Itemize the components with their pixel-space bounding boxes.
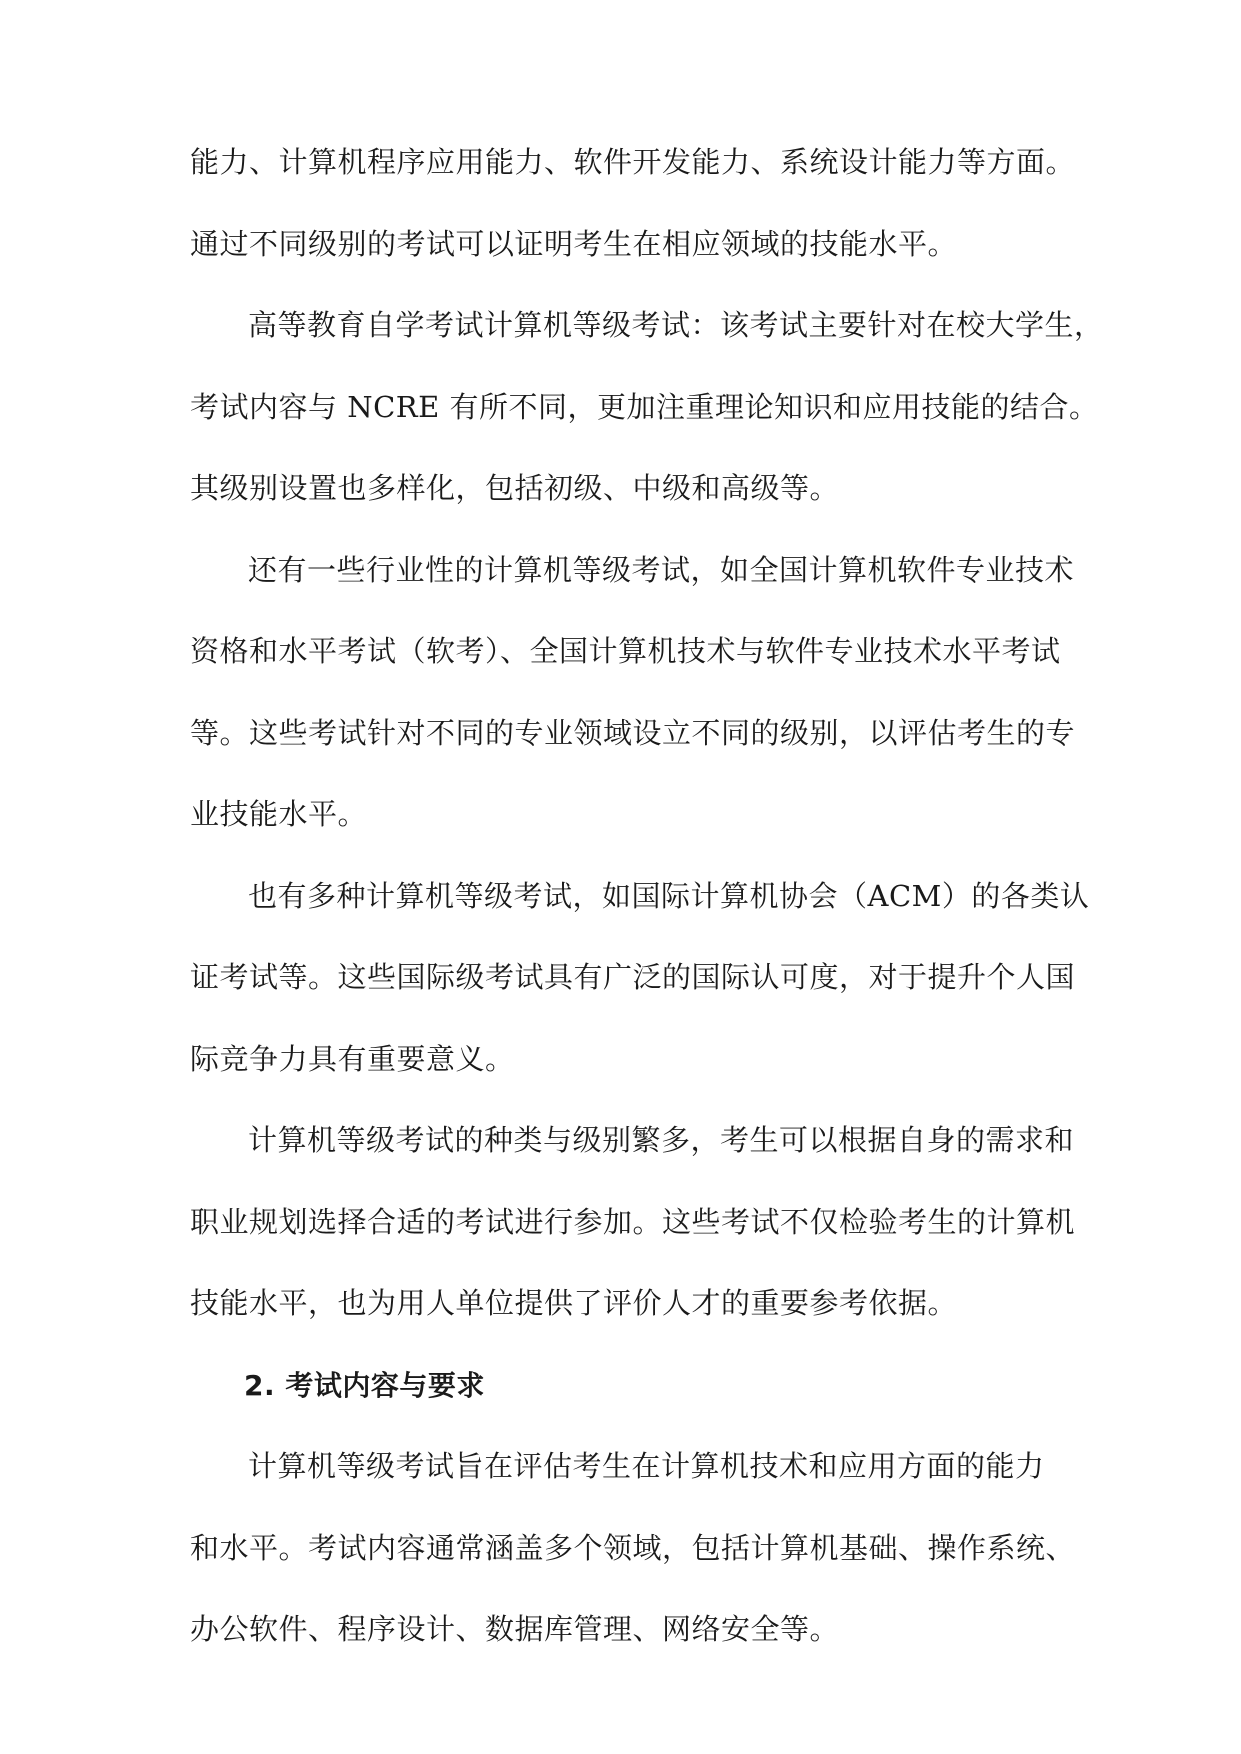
paragraph-line: 技能水平，也为用人单位提供了评价人才的重要参考依据。 <box>190 1286 958 1320</box>
paragraph-2 <box>190 285 1104 530</box>
paragraph-4 <box>190 856 1090 1101</box>
paragraph-line: 职业规划选择合适的考试进行参加。这些考试不仅检验考生的计算机 <box>190 1204 1076 1239</box>
paragraph-line: 通过不同级别的考试可以证明考生在相应领域的技能水平。 <box>190 226 958 261</box>
paragraph-line: 等。这些考试针对不同的专业领域设立不同的级别，以评估考生的专 <box>190 715 1076 750</box>
paragraph-line: 证考试等。这些国际级考试具有广泛的国际认可度，对于提升个人国 <box>190 960 1076 994</box>
paragraph-line: 计算机等级考试的种类与级别繁多，考生可以根据自身的需求和 <box>248 1123 1075 1157</box>
document-body <box>190 122 1104 1671</box>
paragraph-line: 也有多种计算机等级考试，如国际计算机协会（ACM）的各类认 <box>248 878 1090 913</box>
paragraph-line: 办公软件、程序设计、数据库管理、网络安全等。 <box>190 1612 840 1646</box>
paragraph-line: 高等教育自学考试计算机等级考试：该考试主要针对在校大学生， <box>248 308 1104 342</box>
paragraph-line: 际竞争力具有重要意义。 <box>190 1041 515 1076</box>
paragraph-3 <box>190 530 1076 856</box>
paragraph-line: 和水平。考试内容通常涵盖多个领域，包括计算机基础、操作系统、 <box>190 1530 1076 1565</box>
paragraph-line: 其级别设置也多样化，包括初级、中级和高级等。 <box>190 471 840 505</box>
section-heading: 2. 考试内容与要求 <box>244 1368 485 1402</box>
paragraph-line: 还有一些行业性的计算机等级考试，如全国计算机软件专业技术 <box>248 552 1075 587</box>
paragraph-line: 资格和水平考试（软考）、全国计算机技术与软件专业技术水平考试 <box>190 634 1061 668</box>
paragraph-line: 计算机等级考试旨在评估考生在计算机技术和应用方面的能力 <box>248 1449 1045 1483</box>
paragraph-line: 考试内容与 NCRE 有所不同，更加注重理论知识和应用技能的结合。 <box>190 389 1099 424</box>
paragraph-line: 业技能水平。 <box>190 797 368 831</box>
paragraph-6 <box>190 1426 1076 1671</box>
paragraph-line: 能力、计算机程序应用能力、软件开发能力、系统设计能力等方面。 <box>190 145 1076 179</box>
paragraph-1 <box>190 122 1076 285</box>
paragraph-5 <box>190 1100 1076 1345</box>
